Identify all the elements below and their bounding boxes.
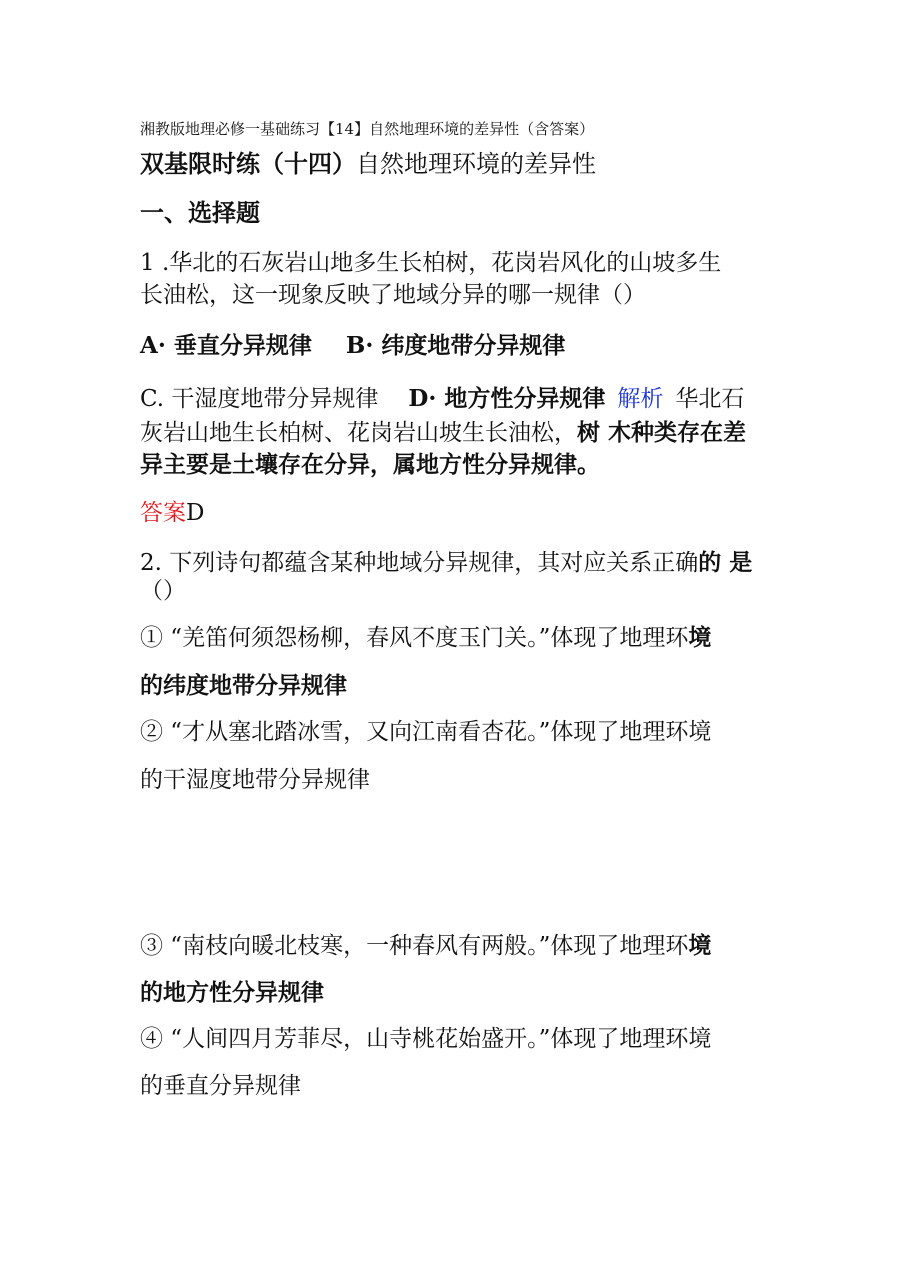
q2-item-3-line1 (140, 934, 711, 958)
q1-analysis-text-2b: 树 木种类存在差 (577, 419, 747, 446)
q2-item-2-line1: ② “才从塞北踏冰雪，又向江南看杏花。”体现了地理环境 (140, 719, 712, 745)
q1-options-cd (140, 387, 744, 411)
q1-analysis-line2 (140, 421, 746, 445)
q2-item-1-line1 (140, 626, 711, 650)
q2-item-4-line1: ④ “人间四月芳菲尽，山寺桃花始盛开。”体现了地理环境 (140, 1026, 712, 1052)
q1-option-a: A· 垂直分异规律 (140, 332, 312, 359)
q1-option-c: C. 干湿度地带分异规律 (140, 386, 379, 412)
q1-answer (140, 502, 204, 525)
q1-stem-line1: 1 .华北的石灰岩山地多生长柏树，花岗岩风化的山坡多生 (140, 250, 722, 276)
q2-stem-line1 (140, 551, 752, 575)
q2-item-1-text-bold: 境 (688, 624, 712, 651)
q2-stem-text: 2. 下列诗句都蕴含某种地域分异规律，其对应关系正确 (140, 550, 699, 576)
document-header: 湘教版地理必修一基础练习【14】自然地理环境的差异性（含答案） (140, 120, 595, 138)
q2-item-3-text: ③ “南枝向暖北枝寒，一种春风有两般。”体现了地理环 (140, 933, 689, 959)
q1-analysis-line3: 异主要是土壤存在分异，属地方性分异规律。 (140, 451, 600, 478)
q2-item-1-line2: 的纬度地带分异规律 (140, 672, 347, 699)
title-rest-part: 自然地理环境的差异性 (356, 150, 596, 178)
q1-option-b: B· 纬度地带分异规律 (345, 332, 566, 359)
q1-analysis-text-2a: 灰岩山地生长柏树、花岗岩山坡生长油松， (140, 420, 577, 446)
q2-item-3-line2: 的地方性分异规律 (140, 979, 324, 1006)
q2-stem-line2: （） (140, 578, 186, 604)
q2-item-4-line2: 的垂直分异规律 (140, 1073, 301, 1099)
q1-stem-line2: 长油松，这一现象反映了地域分异的哪一规律（） (140, 282, 646, 308)
q1-analysis-label: 解析 (617, 386, 664, 412)
q1-answer-value: D (186, 500, 205, 526)
q1-analysis-text-1: 华北石 (675, 386, 745, 412)
q1-option-d: D· 地方性分异规律 (408, 385, 606, 412)
section-heading: 一、选择题 (140, 198, 260, 227)
q2-item-3-text-bold: 境 (688, 932, 712, 959)
q1-answer-label: 答案 (140, 500, 186, 526)
q2-item-1-text: ① “羌笛何须怨杨柳，春风不度玉门关。”体现了地理环 (140, 625, 689, 651)
q1-options-ab (140, 334, 565, 357)
title-bold-part: 双基限时练（十四） (140, 149, 356, 178)
q2-item-2-line2: 的干湿度地带分异规律 (140, 767, 370, 793)
q2-stem-text-bold: 的 是 (698, 549, 753, 576)
document-title (140, 149, 596, 178)
